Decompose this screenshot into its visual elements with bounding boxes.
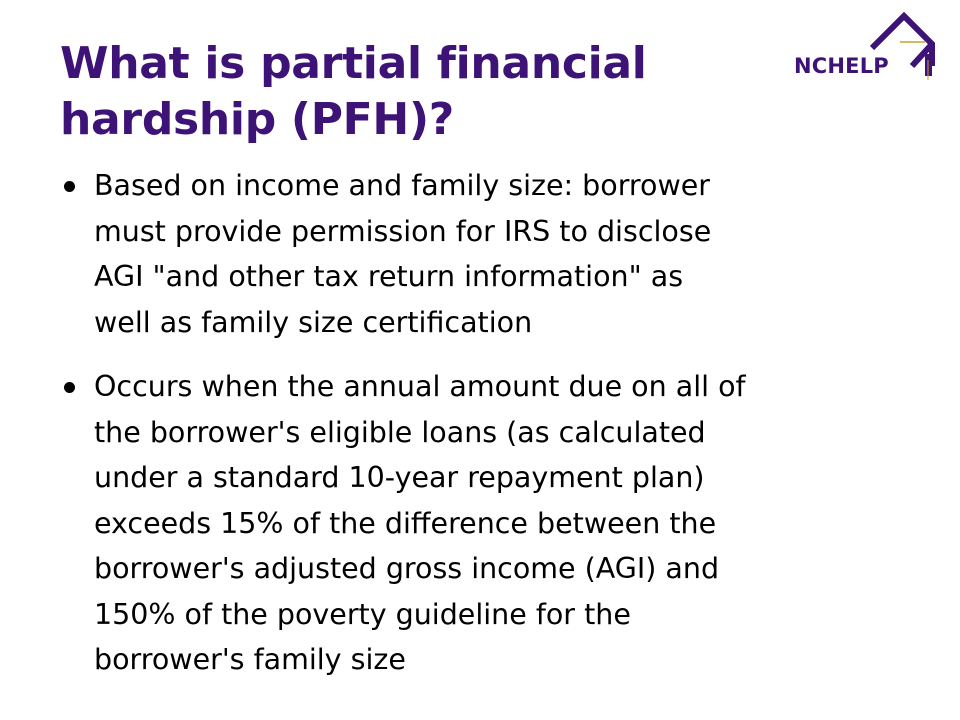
bullet-line: must provide permission for IRS to disclose bbox=[94, 214, 712, 248]
bullet-line: AGI "and other tax return information" as bbox=[94, 260, 684, 293]
bullet-text bbox=[94, 163, 930, 345]
bullet-line: under a standard 10-year repayment plan) bbox=[94, 461, 705, 494]
bullet-list bbox=[60, 163, 930, 683]
bullet-text bbox=[94, 364, 930, 683]
slide-title bbox=[60, 36, 760, 148]
bullet-line: Occurs when the annual amount due on all of bbox=[94, 370, 746, 403]
bullet-line: well as family size certification bbox=[94, 305, 533, 339]
bullet-dot-icon bbox=[64, 382, 75, 393]
bullet-line: borrower's family size bbox=[94, 643, 406, 676]
bullet-item bbox=[60, 364, 930, 683]
bullet-line: 150% of the poverty guideline for the bbox=[94, 597, 631, 631]
nchelp-logo bbox=[782, 8, 942, 88]
bullet-line: Based on income and family size: borrower bbox=[94, 169, 711, 202]
bullet-line: the borrower's eligible loans (as calculated bbox=[94, 415, 706, 449]
bullet-line: borrower's adjusted gross income (AGI) and bbox=[94, 552, 720, 585]
slide-title-line: What is partial financial bbox=[60, 38, 647, 89]
bullet-dot-icon bbox=[64, 181, 75, 192]
logo-text: NCHELP bbox=[794, 54, 889, 78]
bullet-item bbox=[60, 163, 930, 345]
slide-title-line: hardship (PFH)? bbox=[60, 94, 454, 145]
bullet-line: exceeds 15% of the difference between the bbox=[94, 506, 717, 540]
